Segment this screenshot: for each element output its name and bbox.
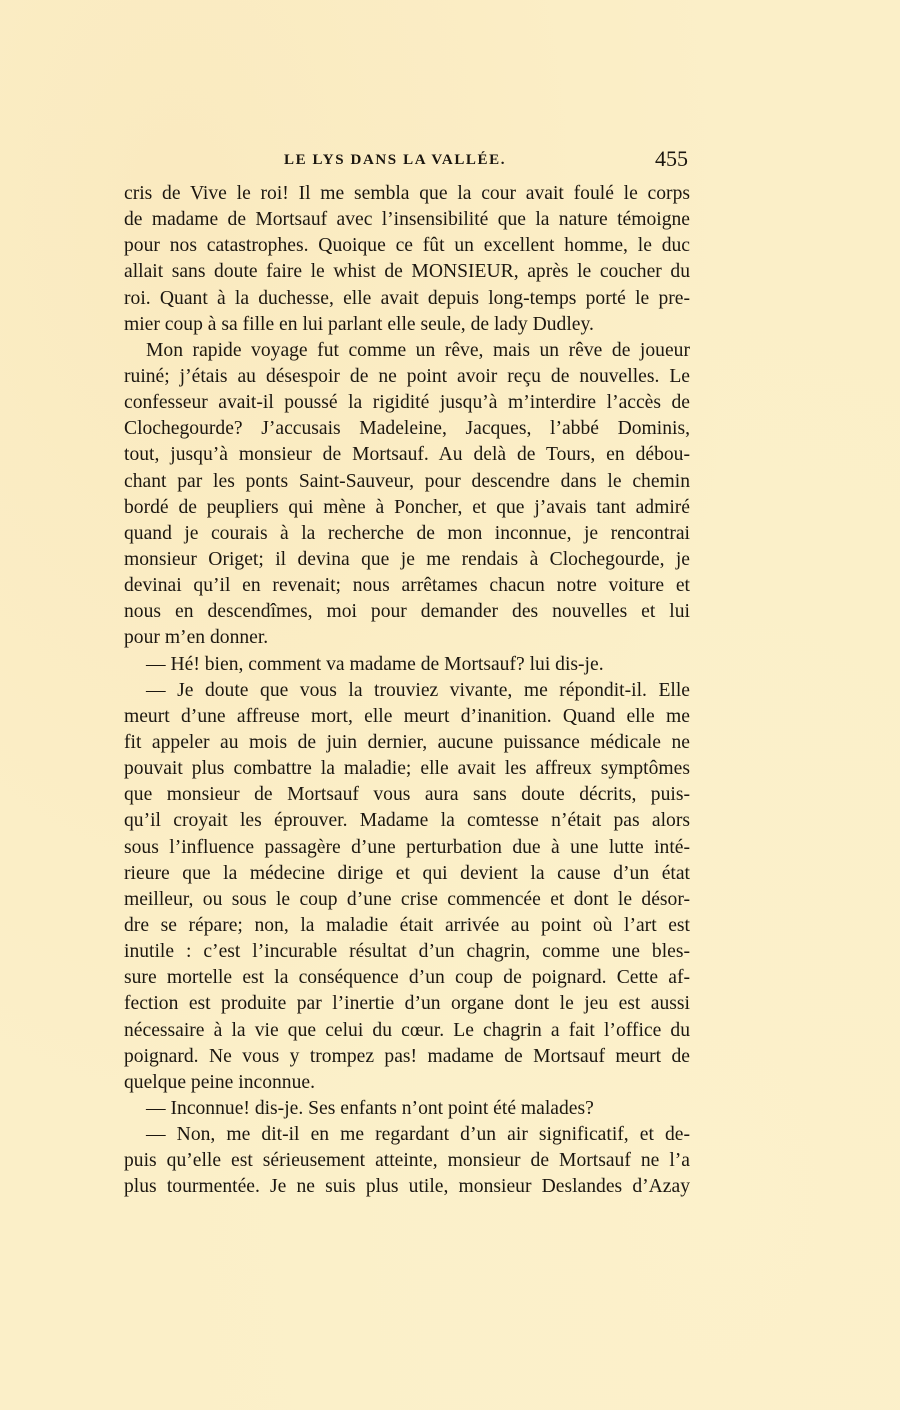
running-title: LE LYS DANS LA VALLÉE. [284, 152, 507, 168]
body-text [124, 181, 690, 1200]
text-line: pour nos catastrophes. Quoique ce fût un excellent homme, le duc [124, 235, 690, 257]
text-line: Mon rapide voyage fut comme un rêve, mais un rêve de joueur [146, 339, 690, 361]
text-line: meurt d’une affreuse mort, elle meurt d’inanition. Quand elle me [124, 705, 690, 727]
text-line: pour m’en donner. [124, 627, 269, 649]
text-line: dre se répare; non, la maladie était arrivée au point où l’art est [124, 914, 690, 936]
text-line: devinai qu’il en revenait; nous arrêtames chacun notre voiture et [124, 575, 690, 597]
text-line: confesseur avait-il poussé la rigidité jusqu’à m’interdire l’accès de [124, 392, 690, 414]
text-line: poignard. Ne vous y trompez pas! madame de Mortsauf meurt de [124, 1045, 690, 1067]
text-line: puis qu’elle est sérieusement atteinte, monsieur de Mortsauf ne l’a [124, 1150, 690, 1172]
text-line: — Hé! bien, comment va madame de Mortsauf? lui dis-je. [146, 653, 604, 675]
text-line: plus tourmentée. Je ne suis plus utile, monsieur Deslandes d’Azay [124, 1176, 690, 1198]
text-line: pouvait plus combattre la maladie; elle avait les affreux symptômes [124, 758, 690, 780]
text-line: fit appeler au mois de juin dernier, aucune puissance médicale ne [124, 731, 690, 753]
text-line: quand je courais à la recherche de mon inconnue, je rencontrai [124, 522, 690, 544]
text-line: cris de Vive le roi! Il me sembla que la cour avait foulé le corps [124, 183, 690, 204]
text-line: mier coup à sa fille en lui parlant elle seule, de lady Dudley. [124, 313, 594, 335]
text-line: qu’il croyait les éprouver. Madame la comtesse n’était pas alors [124, 810, 690, 832]
text-line: chant par les ponts Saint-Sauveur, pour descendre dans le chemin [124, 470, 690, 492]
text-line: monsieur Origet; il devina que je me rendais à Clochegourde, je [124, 548, 690, 570]
text-line: — Je doute que vous la trouviez vivante, me répondit-il. Elle [146, 679, 690, 701]
page-number: 455 [655, 146, 688, 171]
text-line: bordé de peupliers qui mène à Poncher, et que j’avais tant admiré [124, 496, 690, 518]
text-line: — Inconnue! dis-je. Ses enfants n’ont point été malades? [146, 1097, 594, 1119]
text-line: sous l’influence passagère d’une perturbation due à une lutte inté- [124, 836, 690, 858]
text-line: roi. Quant à la duchesse, elle avait depuis long-temps porté le pre- [124, 287, 690, 309]
text-line: fection est produite par l’inertie d’un organe dont le jeu est aussi [124, 993, 690, 1015]
text-line: rieure que la médecine dirige et qui devient la cause d’un état [124, 862, 690, 884]
text-line: quelque peine inconnue. [124, 1071, 315, 1093]
running-head [124, 148, 690, 174]
text-line: sure mortelle est la conséquence d’un coup de poignard. Cette af- [124, 967, 690, 989]
text-line: allait sans doute faire le whist de MONSIEUR, après le coucher du [124, 261, 690, 283]
text-line: — Non, me dit-il en me regardant d’un air significatif, et de- [146, 1124, 690, 1146]
text-line: de madame de Mortsauf avec l’insensibilité que la nature témoigne [124, 209, 690, 231]
text-line: nécessaire à la vie que celui du cœur. Le chagrin a fait l’office du [124, 1019, 690, 1041]
text-line: nous en descendîmes, moi pour demander des nouvelles et lui [124, 601, 690, 623]
text-line: inutile : c’est l’incurable résultat d’un chagrin, comme une bles- [124, 941, 690, 963]
text-line: que monsieur de Mortsauf vous aura sans doute décrits, puis- [124, 784, 690, 806]
text-line: ruiné; j’étais au désespoir de ne point avoir reçu de nouvelles. Le [124, 365, 690, 387]
text-line: tout, jusqu’à monsieur de Mortsauf. Au delà de Tours, en débou- [124, 444, 690, 466]
text-line: Clochegourde? J’accusais Madeleine, Jacques, l’abbé Dominis, [124, 418, 690, 440]
text-line: meilleur, ou sous le coup d’une crise commencée et dont le désor- [124, 888, 690, 910]
